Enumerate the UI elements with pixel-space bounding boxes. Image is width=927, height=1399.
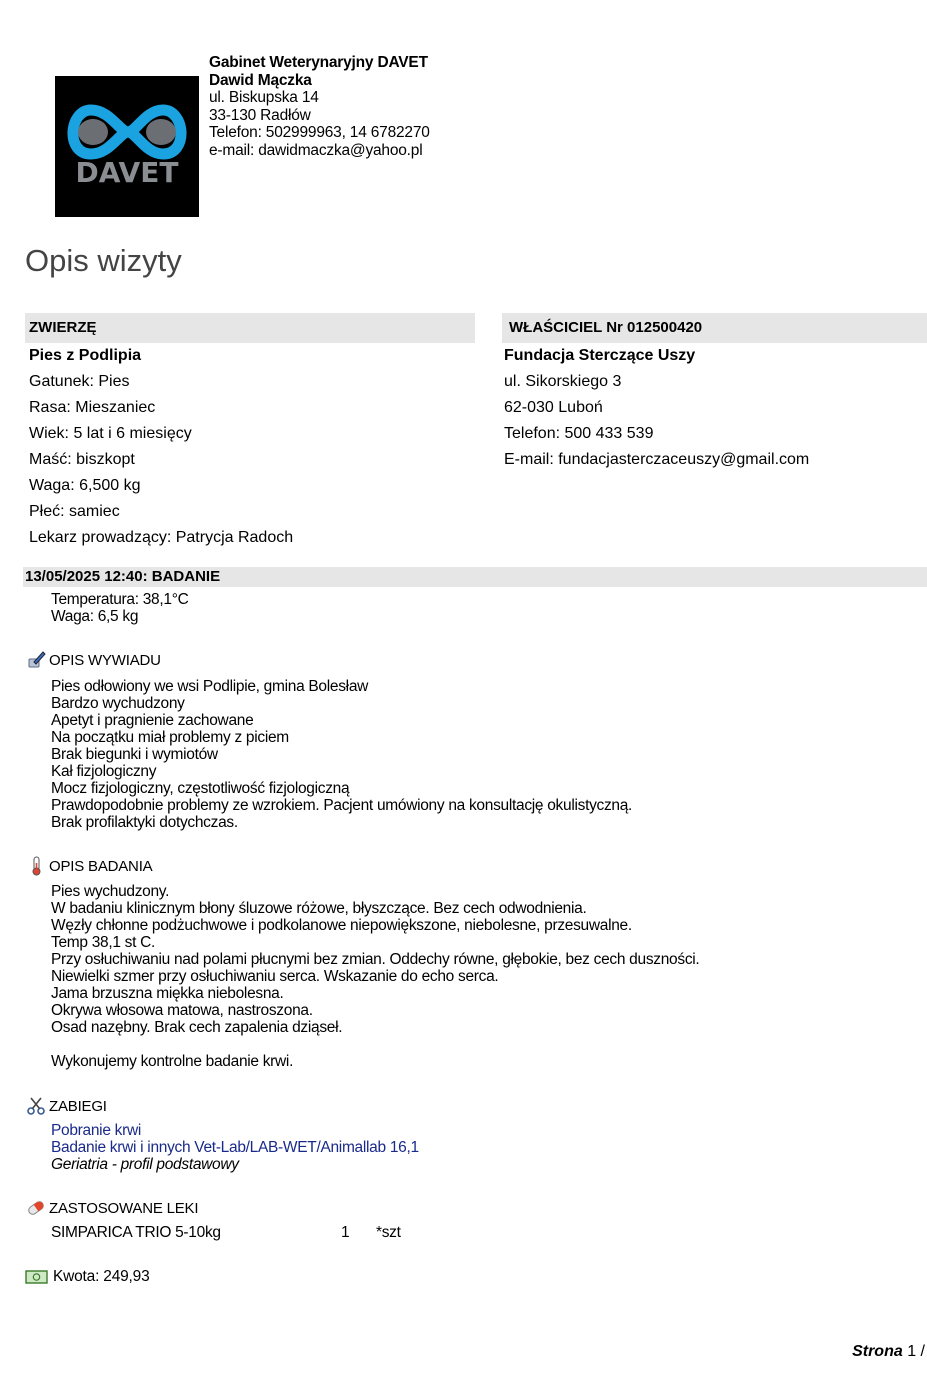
history-line: Pies odłowiony we wsi Podlipie, gmina Bolesław — [51, 678, 369, 695]
exam-line: W badaniu klinicznym błony śluzowe różowe, błyszczące. Bez cech odwodnienia. — [51, 900, 587, 917]
total-amount: Kwota: 249,93 — [53, 1268, 150, 1285]
animal-age: Wiek: 5 lat i 6 miesięcy — [29, 425, 192, 442]
procedure-item-note: Geriatria - profil podstawowy — [51, 1156, 239, 1173]
animal-weight: Waga: 6,500 kg — [29, 477, 141, 494]
clinic-phone: Telefon: 502999963, 14 6782270 — [209, 124, 430, 141]
exam-line: Niewielki szmer przy osłuchiwaniu serca. Wskazanie do echo serca. — [51, 968, 499, 985]
history-section-header — [26, 650, 161, 670]
exam-line: Okrywa włosowa matowa, nastroszona. — [51, 1002, 313, 1019]
owner-header: WŁAŚCICIEL Nr 012500420 — [502, 313, 927, 343]
page-footer — [852, 1343, 925, 1361]
total-row — [25, 1268, 150, 1286]
banknote-icon — [25, 1269, 48, 1285]
medications-label: ZASTOSOWANE LEKI — [49, 1199, 199, 1217]
clinic-logo — [55, 76, 199, 217]
animal-name: Pies z Podlipia — [29, 347, 142, 364]
page-number: 1 — [907, 1343, 917, 1360]
infinity-logo-icon — [55, 76, 199, 217]
clinic-name: Gabinet Weterynaryjny DAVET — [209, 54, 428, 71]
exam-label: OPIS BADANIA — [49, 857, 153, 875]
history-line: Brak biegunki i wymiotów — [51, 746, 218, 763]
visit-weight: Waga: 6,5 kg — [51, 608, 139, 625]
scissors-icon — [26, 1096, 46, 1116]
page-separator: / — [920, 1343, 925, 1360]
clinic-info — [209, 54, 430, 159]
animal-sex: Płeć: samiec — [29, 503, 120, 520]
medication-name: SIMPARICA TRIO 5-10kg — [51, 1224, 221, 1241]
clinic-street: ul. Biskupska 14 — [209, 89, 319, 106]
exam-text — [51, 883, 699, 1070]
animal-header: ZWIERZĘ — [25, 313, 475, 343]
history-line: Apetyt i pragnienie zachowane — [51, 712, 254, 729]
page-label: Strona — [852, 1343, 903, 1360]
pill-icon — [26, 1198, 46, 1218]
clinic-city: 33-130 Radłów — [209, 106, 311, 124]
animal-species: Gatunek: Pies — [29, 373, 130, 390]
exam-line: Temp 38,1 st C. — [51, 934, 156, 951]
exam-line: Pies wychudzony. — [51, 883, 170, 900]
animal-vet: Lekarz prowadzący: Patrycja Radoch — [29, 529, 294, 546]
procedures-section-header — [26, 1096, 107, 1116]
history-text — [51, 678, 632, 831]
exam-line: Osad nazębny. Brak cech zapalenia dziąseł. — [51, 1019, 343, 1036]
history-line: Mocz fizjologiczny, częstotliwość fizjologiczną — [51, 780, 350, 797]
animal-breed: Rasa: Mieszaniec — [29, 399, 156, 416]
history-line: Bardzo wychudzony — [51, 695, 185, 712]
page-title: Opis wizyty — [25, 243, 182, 278]
history-line: Na początku miał problemy z piciem — [51, 729, 289, 746]
history-label: OPIS WYWIADU — [49, 651, 161, 669]
history-line: Prawdopodobnie problemy ze wzrokiem. Pacjent umówiony na konsultację okulistyczną. — [51, 797, 633, 814]
procedure-item-blood-draw[interactable]: Pobranie krwi — [51, 1122, 142, 1139]
visit-vitals — [51, 591, 189, 625]
clinic-email: e-mail: dawidmaczka@yahoo.pl — [209, 141, 423, 159]
exam-line: Przy osłuchiwaniu nad polami płucnymi bez zmian. Oddechy równe, głębokie, bez cech duszności. — [51, 951, 700, 968]
medication-qty: 1 — [341, 1224, 350, 1241]
exam-line: Węzły chłonne podżuchwowe i podkolanowe niepowiększone, niebolesne, przesuwalne. — [51, 917, 632, 934]
medications-section-header — [26, 1198, 198, 1218]
exam-conclusion: Wykonujemy kontrolne badanie krwi. — [51, 1053, 294, 1070]
procedures-label: ZABIEGI — [49, 1097, 107, 1115]
visit-header: 13/05/2025 12:40: BADANIE — [23, 567, 927, 587]
medication-unit: *szt — [376, 1224, 401, 1241]
pen-icon — [26, 650, 46, 670]
owner-details — [504, 343, 809, 473]
clinic-doctor: Dawid Mączka — [209, 71, 312, 89]
animal-details — [29, 343, 293, 551]
history-line: Kał fizjologiczny — [51, 763, 157, 780]
owner-email: E-mail: fundacjasterczaceuszy@gmail.com — [504, 451, 810, 468]
visit-temperature: Temperatura: 38,1°C — [51, 591, 189, 608]
svg-text:DAVET: DAVET — [75, 156, 179, 189]
owner-street: ul. Sikorskiego 3 — [504, 373, 622, 390]
owner-city: 62-030 Luboń — [504, 399, 603, 416]
owner-phone: Telefon: 500 433 539 — [504, 425, 654, 442]
history-line: Brak profilaktyki dotychczas. — [51, 814, 238, 831]
exam-line: Jama brzuszna miękka niebolesna. — [51, 985, 284, 1002]
procedure-item-blood-test[interactable]: Badanie krwi i innych Vet-Lab/LAB-WET/Animallab 16,1 — [51, 1139, 419, 1156]
procedures-list — [51, 1122, 419, 1173]
owner-name: Fundacja Sterczące Uszy — [504, 347, 696, 364]
animal-color: Maść: biszkopt — [29, 451, 135, 468]
thermometer-icon — [26, 856, 46, 876]
exam-section-header — [26, 856, 152, 876]
